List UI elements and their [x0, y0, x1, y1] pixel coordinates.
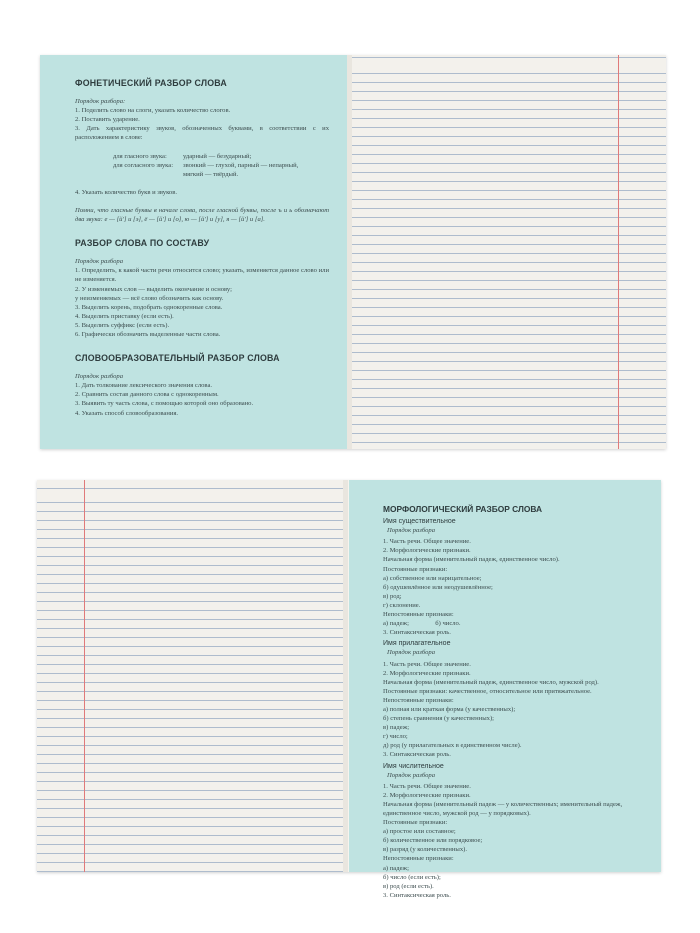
consonant-row [75, 161, 329, 170]
numeral-order: Порядок разбора [387, 771, 435, 779]
adjective-line: г) число; [383, 733, 408, 741]
noun-line: Постоянные признаки: [383, 565, 448, 573]
phonetic-step: 2. Поставить ударение. [75, 116, 140, 124]
numeral-line: 1. Часть речи. Общее значение. [383, 782, 471, 790]
numeral-title: Имя числительное [383, 762, 444, 770]
reference-content-bottom [383, 505, 645, 902]
morphemic-title: РАЗБОР СЛОВА ПО СОСТАВУ [75, 238, 210, 249]
numeral-line: б) количественное или порядковое; [383, 837, 483, 845]
vowel-value: ударный — безударный; [183, 152, 252, 160]
reference-content-top [75, 79, 329, 418]
noun-order: Порядок разбора [387, 527, 435, 535]
derivational-title: СЛОВООБРАЗОВАТЕЛЬНЫЙ РАЗБОР СЛОВА [75, 353, 280, 364]
noun-line: в) род; [383, 592, 402, 600]
adjective-line: 3. Синтаксическая роль. [383, 751, 451, 759]
noun-title: Имя существительное [383, 518, 456, 526]
adjective-line: Начальная форма (именительный падеж, единственное число, мужской род). [383, 678, 599, 686]
derivational-step: 3. Выявить ту часть слова, с помощью которой оно образовано. [75, 400, 254, 408]
reference-page-top [40, 55, 347, 449]
noun-line: а) падеж; б) число. [383, 620, 461, 628]
derivational-step: 1. Дать толкование лексического значения слова. [75, 382, 213, 390]
phonetic-title: ФОНЕТИЧЕСКИЙ РАЗБОР СЛОВА [75, 78, 227, 88]
noun-line: г) склонение. [383, 601, 421, 609]
derivational-step: 2. Сравнить состав данного слова с однокоренным. [75, 391, 219, 399]
adjective-line: в) падеж; [383, 724, 410, 732]
numeral-block [383, 762, 645, 900]
phonetic-note: Помни, что гласные буквы в начале слова, после гласной буквы, после ъ и ь обозначают два звука: е — [й'] и [э], ё — [й'] и [о], ю — [й'] и [у], я — [й'] и [а]. [75, 206, 329, 224]
vowel-row [75, 152, 329, 161]
adjective-line: 2. Морфологические признаки. [383, 669, 471, 677]
phonetic-step: 4. Указать количество букв и звуков. [75, 188, 177, 196]
adjective-block [383, 639, 645, 759]
morphemic-order: Порядок разбора [75, 258, 123, 266]
morphemic-step: 4. Выделить приставку (если есть). [75, 312, 174, 320]
numeral-line: а) падеж; [383, 864, 409, 872]
morphemic-step: 3. Выделить корень, подобрать однокоренные слова. [75, 303, 223, 311]
numeral-line: Постоянные признаки: [383, 819, 448, 827]
phonetic-step: 3. Дать характеристику звуков, обозначенных буквами, в соответствии с их расположением в слове: [75, 125, 329, 142]
consonant-value: звонкий — глухой, парный — непарный, [183, 161, 299, 169]
adjective-line: Постоянные признаки: качественное, относительное или притяжательное. [383, 687, 592, 695]
morphological-title: МОРФОЛОГИЧЕСКИЙ РАЗБОР СЛОВА [383, 504, 543, 514]
numeral-line: в) род (если есть). [383, 882, 434, 890]
notebook-spread-bottom [37, 480, 661, 899]
lined-page-bottom [37, 480, 343, 872]
adjective-line: а) полная или краткая форма (у качественных); [383, 705, 516, 713]
vowel-key: для гласного звука: [113, 152, 167, 160]
consonant-key: для согласного звука: [113, 161, 174, 169]
adjective-order: Порядок разбора [387, 649, 435, 657]
adjective-line: б) степень сравнения (у качественных); [383, 715, 494, 723]
notebook-spread-top [40, 55, 666, 449]
numeral-line: Начальная форма (именительный падеж — у количественных; именительный падеж, единственное число, мужской род — у порядковых). [383, 800, 623, 817]
numeral-line: Непостоянные признаки: [383, 855, 454, 863]
derivational-step: 4. Указать способ словообразования. [75, 409, 179, 417]
numeral-line: в) разряд (у количественных). [383, 846, 468, 854]
morphemic-step: 6. Графически обозначить выделенные части слова. [75, 330, 221, 338]
noun-line: б) одушевлённое или неодушевлённое; [383, 583, 493, 591]
consonant-value-cont: мягкий — твёрдый. [183, 170, 239, 178]
numeral-line: б) число (если есть); [383, 873, 441, 881]
lined-page-top [352, 55, 666, 449]
noun-line: а) собственное или нарицательное; [383, 574, 482, 582]
noun-line: Начальная форма (именительный падеж, единственное число). [383, 556, 560, 564]
adjective-line: д) род (у прилагательных в единственном числе). [383, 742, 522, 750]
numeral-line: а) простое или составное; [383, 828, 456, 836]
adjective-line: Непостоянные признаки: [383, 696, 454, 704]
noun-line: Непостоянные признаки: [383, 611, 454, 619]
adjective-title: Имя прилагательное [383, 640, 451, 648]
adjective-line: 1. Часть речи. Общее значение. [383, 660, 471, 668]
morphemic-step: у неизменяемых — всё слово обозначить как основу. [75, 294, 224, 302]
morphemic-step: 2. У изменяемых слов — выделить окончание и основу; [75, 285, 232, 293]
numeral-line: 3. Синтаксическая роль. [383, 891, 451, 899]
noun-line: 1. Часть речи. Общее значение. [383, 538, 471, 546]
notebook-spine-bottom [343, 480, 348, 872]
phonetic-step: 1. Поделить слово на слоги, указать количество слогов. [75, 107, 231, 115]
derivational-order: Порядок разбора [75, 373, 123, 381]
noun-line: 2. Морфологические признаки. [383, 547, 471, 555]
margin-line-bottom [84, 480, 85, 872]
noun-line: 3. Синтаксическая роль. [383, 629, 451, 637]
reference-page-bottom [349, 480, 661, 899]
phonetic-order: Порядок разбора: [75, 98, 126, 106]
numeral-line: 2. Морфологические признаки. [383, 791, 471, 799]
noun-block [383, 517, 645, 637]
morphemic-step: 1. Определить, к какой части речи относится слово; указать, изменяется данное слово или не изменяется. [75, 267, 329, 284]
margin-line-top [618, 55, 619, 449]
morphemic-step: 5. Выделить суффикс (если есть). [75, 321, 170, 329]
